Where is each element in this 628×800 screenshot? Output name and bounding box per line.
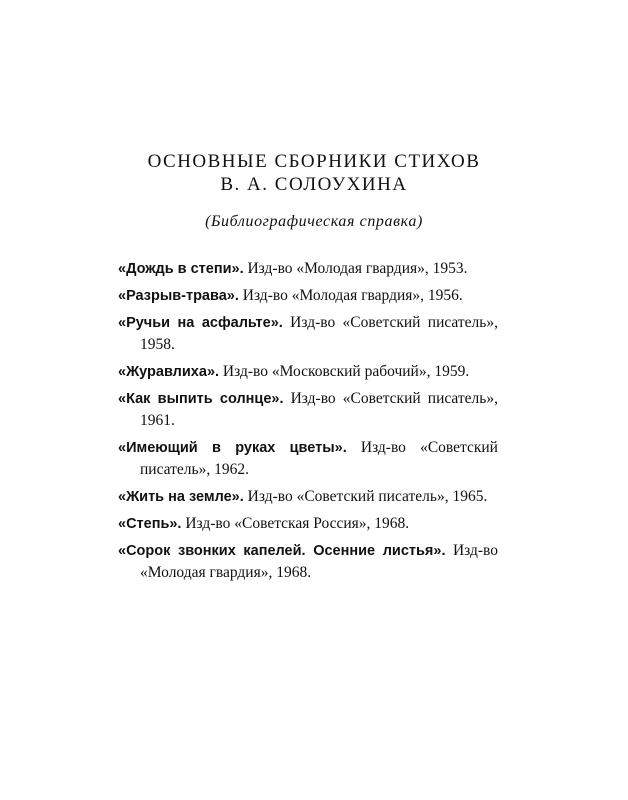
entry-title: «Имеющий в руках цветы». bbox=[118, 440, 347, 456]
bibliography-entry bbox=[118, 312, 498, 356]
entry-details: Изд-во «Советский писатель», 1965. bbox=[243, 488, 488, 505]
entry-details: Изд-во «Советская Россия», 1968. bbox=[181, 515, 410, 532]
bibliography-entry bbox=[118, 437, 498, 481]
entry-details: Изд-во «Советский писатель», 1961. bbox=[140, 390, 498, 429]
entry-title: «Степь». bbox=[118, 516, 182, 532]
entry-title: «Дождь в степи». bbox=[118, 261, 244, 277]
bibliography-entry bbox=[118, 513, 498, 535]
entry-details: Изд-во «Молодая гвардия», 1956. bbox=[238, 287, 463, 304]
entry-details: Изд-во «Молодая гвардия», 1953. bbox=[243, 260, 468, 277]
entry-details: Изд-во «Молодая гвардия», 1968. bbox=[140, 542, 499, 581]
entry-details: Изд-во «Советский писатель», 1962. bbox=[140, 439, 498, 478]
heading-line-2: В. А. СОЛОУХИНА bbox=[220, 174, 408, 195]
heading-line-1: ОСНОВНЫЕ СБОРНИКИ СТИХОВ bbox=[147, 151, 481, 172]
entry-title: «Как выпить солнце». bbox=[118, 391, 284, 407]
entry-title: «Журавлиха». bbox=[118, 364, 220, 380]
entry-details: Изд-во «Советский писатель», 1958. bbox=[140, 314, 498, 353]
subtitle: (Библиографическая справка) bbox=[205, 213, 423, 230]
entry-title: «Жить на земле». bbox=[118, 489, 244, 505]
bibliography-entry bbox=[118, 361, 498, 383]
bibliography-entry bbox=[118, 285, 498, 307]
bibliography-entry bbox=[118, 486, 498, 508]
entry-title: «Ручьи на асфальте». bbox=[118, 315, 283, 331]
bibliography-entry bbox=[118, 540, 498, 584]
bibliography-entry bbox=[118, 388, 498, 432]
entry-title: «Сорок звонких капелей. Осенние листья». bbox=[118, 543, 446, 559]
bibliography-entry bbox=[118, 258, 498, 280]
entry-title: «Разрыв-трава». bbox=[118, 288, 239, 304]
bibliography-list bbox=[118, 258, 498, 589]
entry-details: Изд-во «Московский рабочий», 1959. bbox=[219, 363, 470, 380]
